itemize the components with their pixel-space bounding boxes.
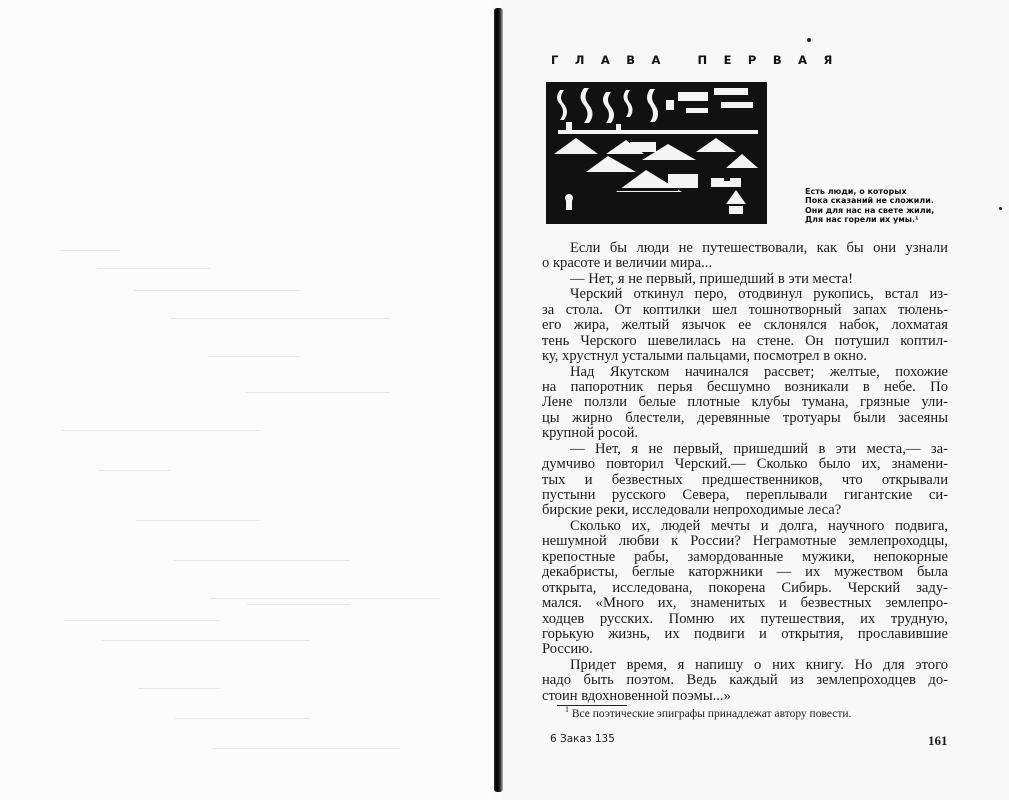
body-line: цы жирно блестели, деревянные тротуары были засеяны — [542, 410, 948, 426]
epigraph-line: Пока сказаний не сложили. — [805, 196, 934, 206]
body-line: тых и безвестных предшественников, что открывали — [542, 472, 948, 488]
body-line: надо быть поэтом. Ведь каждый из землепроходцев до- — [542, 673, 948, 689]
page-number: 161 — [928, 733, 948, 748]
body-line: Лене ползли белые плотные клубы тумана, грязные ули- — [542, 395, 948, 411]
show-through-mark — [99, 470, 170, 471]
body-line: бирские реки, исследовали непроходимые леса? — [542, 503, 842, 519]
body-line: — Нет, я не первый, пришедший в эти места! — [570, 271, 853, 287]
epigraph — [805, 187, 955, 225]
show-through-mark — [60, 250, 120, 251]
body-line: Сколько их, людей мечты и долга, научного подвига, — [570, 518, 948, 534]
body-line: стоин вдохновенной поэмы...» — [542, 688, 731, 704]
print-speck — [999, 207, 1002, 210]
body-line: ку, хрустнул усталыми пальцами, посмотрел в окно. — [542, 349, 867, 365]
show-through-mark — [101, 640, 310, 641]
show-through-mark — [134, 290, 300, 291]
show-through-mark — [97, 268, 210, 269]
footnote-text: Все поэтические эпиграфы принадлежат автору повести. — [571, 707, 852, 720]
show-through-mark — [138, 688, 220, 689]
body-line: пустыни русского Севера, переплывали гигантские си- — [542, 488, 948, 503]
body-line: крепостные рабы, замордованные мужики, непокорные — [542, 549, 948, 565]
body-text — [542, 241, 948, 704]
chapter-heading: ГЛАВА ПЕРВАЯ — [551, 53, 849, 67]
body-line: за стола. От коптилки шел тошнотворный запах тюлень- — [542, 302, 948, 318]
body-line: открыта, исследована, покорена Сибирь. Черский заду- — [542, 580, 948, 596]
show-through-mark — [247, 604, 350, 605]
print-speck — [807, 38, 811, 42]
body-line: Придет время, я напишу о них книгу. Но для этого — [570, 657, 948, 673]
epigraph-line: Они для нас на свете жили, — [805, 205, 935, 215]
show-through-mark — [210, 598, 440, 599]
body-line: тень Черского шевелилась на стене. Он потушил коптил- — [542, 333, 948, 349]
chapter-illustration-woodcut — [546, 82, 767, 224]
show-through-mark — [62, 430, 260, 431]
body-line: ходцев русских. Помню их путешествия, их трудную, — [542, 611, 948, 627]
body-line: о красоте и величии мира... — [542, 256, 713, 272]
body-line: его жира, желтый язычок ее склонялся набок, лохматая — [542, 318, 948, 334]
show-through-mark — [171, 318, 390, 319]
epigraph-line: Для нас горели их умы.¹ — [805, 215, 919, 225]
printer-signature: 6 Заказ 135 — [550, 733, 615, 745]
footnote — [565, 705, 925, 720]
show-through-mark — [136, 520, 260, 521]
body-line: декабристы, беглые каторжники — их мужеством была — [542, 565, 948, 581]
book-spine — [494, 8, 503, 792]
show-through-mark — [64, 620, 220, 621]
footnote-marker: 1 — [565, 705, 569, 714]
body-line: думчиво повторил Черский.— Сколько было их, знамени- — [542, 457, 948, 473]
right-page — [503, 0, 1009, 800]
body-line: крупной росой. — [542, 426, 639, 442]
body-line: Если бы люди не путешествовали, как бы они узнали — [570, 241, 948, 256]
body-line: Россию. — [542, 642, 593, 658]
left-page-blank — [0, 0, 492, 800]
show-through-mark — [173, 560, 350, 561]
show-through-mark — [212, 748, 400, 749]
body-line: горькую жизнь, их подвиги и открытия, прославившие — [542, 626, 948, 642]
body-line: Черский откинул перо, отодвинул рукопись, встал из- — [570, 287, 948, 303]
show-through-mark — [208, 356, 300, 357]
show-through-mark — [245, 392, 390, 393]
body-line: Над Якутском начинался рассвет; желтые, похожие — [570, 364, 948, 380]
epigraph-line: Есть люди, о которых — [805, 187, 907, 196]
body-line: нешумной любви к России? Неграмотные землепроходцы, — [542, 534, 948, 550]
body-line: — Нет, я не первый, пришедший в эти места,— за- — [570, 441, 948, 457]
body-line: на папоротник перья бесшумно возникали в небе. По — [542, 379, 948, 395]
show-through-mark — [175, 718, 310, 719]
body-line: мался. «Много их, знаменитых и безвестных землепро- — [542, 596, 948, 612]
